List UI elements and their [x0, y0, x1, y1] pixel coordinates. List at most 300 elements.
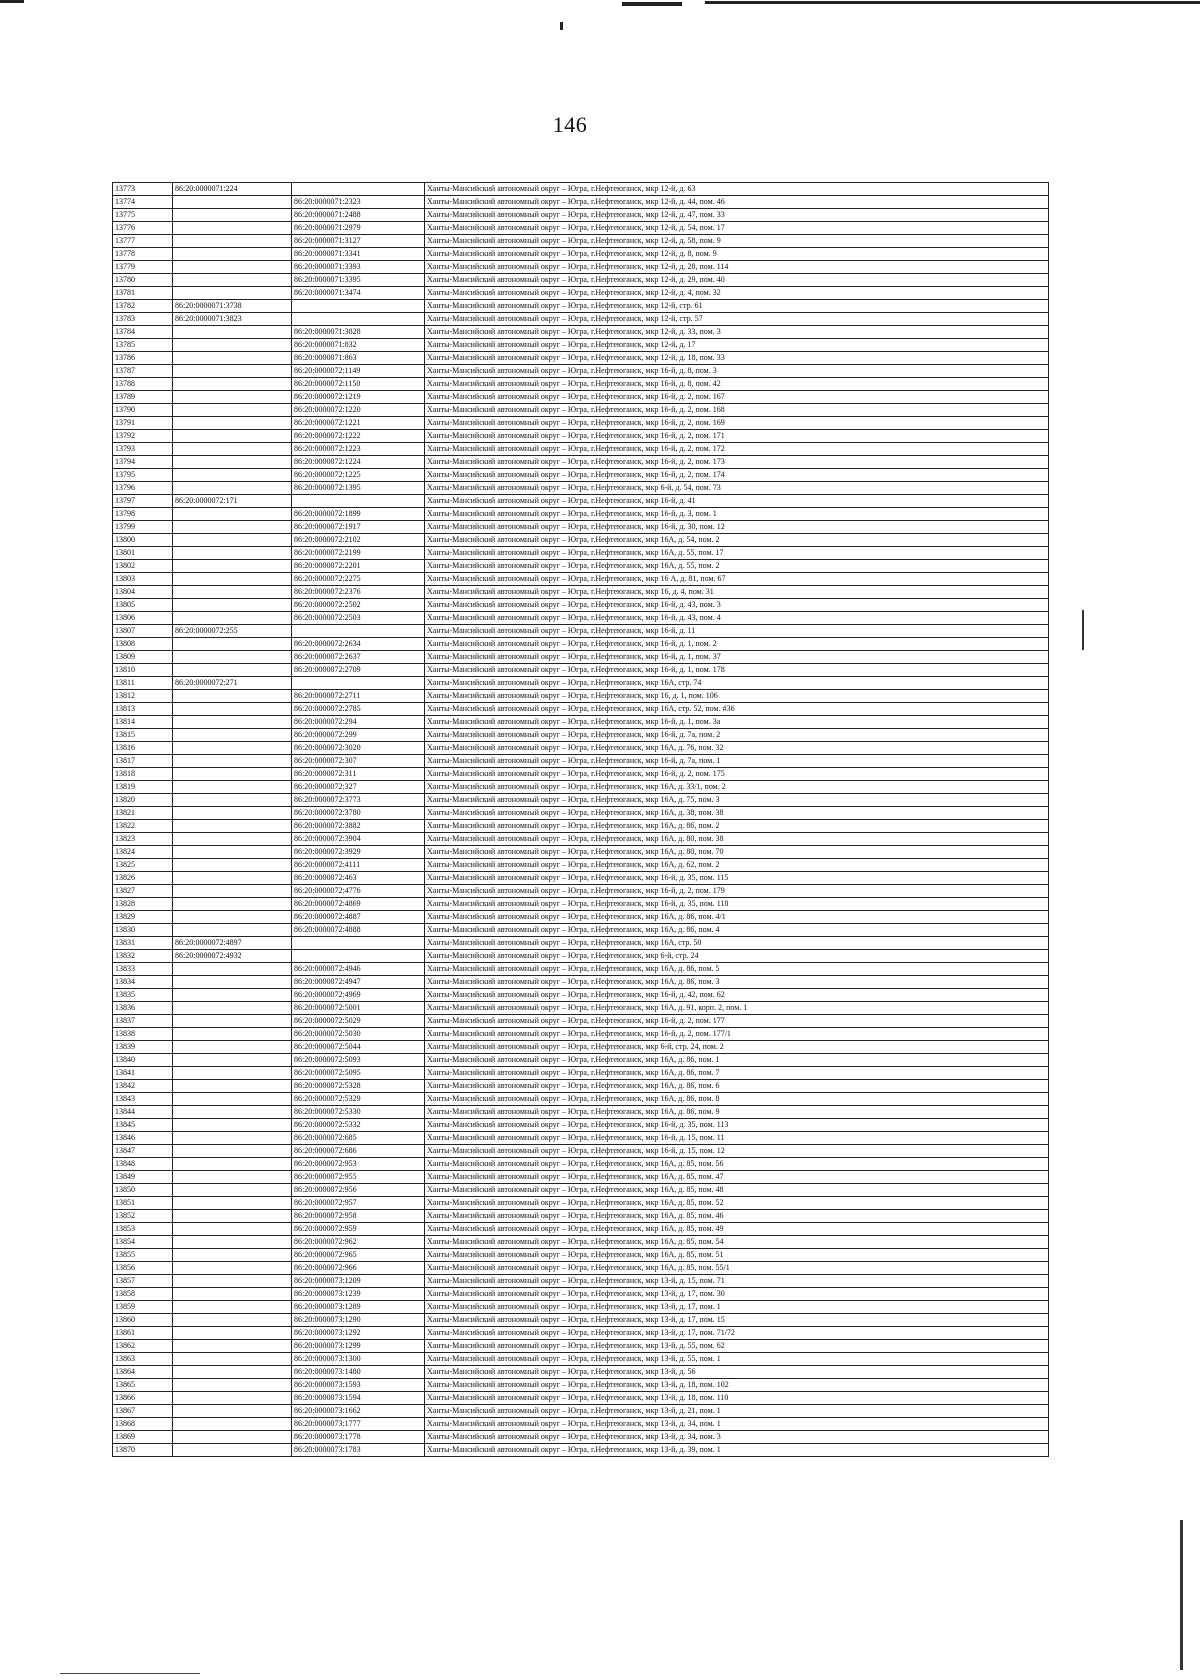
- row-number-cell: 13800: [113, 534, 173, 547]
- address-cell: Ханты-Мансийский автономный округ – Югра, г.Нефтеюганск, мкр 16-й, д. 8, пом. 42: [425, 378, 1049, 391]
- parcel-number-cell: [173, 456, 292, 469]
- parcel-number-cell: [173, 482, 292, 495]
- address-cell: Ханты-Мансийский автономный округ – Югра, г.Нефтеюганск, мкр 16А, д. 86, пом. 1: [425, 1054, 1049, 1067]
- address-cell: Ханты-Мансийский автономный округ – Югра, г.Нефтеюганск, мкр 6-й, д. 54, пом. 73: [425, 482, 1049, 495]
- parcel-number-cell: [173, 1184, 292, 1197]
- parcel-number-cell: [173, 352, 292, 365]
- row-number-cell: 13852: [113, 1210, 173, 1223]
- row-number-cell: 13816: [113, 742, 173, 755]
- premises-number-cell: 86:20:0000073:1778: [292, 1431, 425, 1444]
- table-row: [113, 1067, 1049, 1080]
- parcel-number-cell: [173, 235, 292, 248]
- parcel-number-cell: [173, 976, 292, 989]
- parcel-number-cell: [173, 794, 292, 807]
- row-number-cell: 13842: [113, 1080, 173, 1093]
- table-row: [113, 638, 1049, 651]
- address-cell: Ханты-Мансийский автономный округ – Югра, г.Нефтеюганск, мкр 16 А, д. 81, пом. 67: [425, 573, 1049, 586]
- table-row: [113, 989, 1049, 1002]
- parcel-number-cell: [173, 1353, 292, 1366]
- row-number-cell: 13778: [113, 248, 173, 261]
- table-row: [113, 742, 1049, 755]
- parcel-number-cell: [173, 521, 292, 534]
- row-number-cell: 13790: [113, 404, 173, 417]
- parcel-number-cell: 86:20:0000072:271: [173, 677, 292, 690]
- address-cell: Ханты-Мансийский автономный округ – Югра, г.Нефтеюганск, мкр 16А, д. 85, пом. 54: [425, 1236, 1049, 1249]
- table-row: [113, 1379, 1049, 1392]
- parcel-number-cell: [173, 1249, 292, 1262]
- table-row: [113, 729, 1049, 742]
- registry-table-container: [112, 182, 1049, 1457]
- premises-number-cell: 86:20:0000072:463: [292, 872, 425, 885]
- table-row: [113, 222, 1049, 235]
- address-cell: Ханты-Мансийский автономный округ – Югра, г.Нефтеюганск, мкр 16-й, д. 8, пом. 3: [425, 365, 1049, 378]
- address-cell: Ханты-Мансийский автономный округ – Югра, г.Нефтеюганск, мкр 16А, д. 86, пом. 2: [425, 820, 1049, 833]
- table-row: [113, 1314, 1049, 1327]
- address-cell: Ханты-Мансийский автономный округ – Югра, г.Нефтеюганск, мкр 16А, д. 80, пом. 70: [425, 846, 1049, 859]
- premises-number-cell: 86:20:0000072:955: [292, 1171, 425, 1184]
- premises-number-cell: 86:20:0000071:2979: [292, 222, 425, 235]
- address-cell: Ханты-Мансийский автономный округ – Югра, г.Нефтеюганск, мкр 16А, д. 54, пом. 2: [425, 534, 1049, 547]
- row-number-cell: 13840: [113, 1054, 173, 1067]
- address-cell: Ханты-Мансийский автономный округ – Югра, г.Нефтеюганск, мкр 12-й, д. 44, пом. 46: [425, 196, 1049, 209]
- row-number-cell: 13839: [113, 1041, 173, 1054]
- table-row: [113, 443, 1049, 456]
- table-row: [113, 1405, 1049, 1418]
- row-number-cell: 13817: [113, 755, 173, 768]
- premises-number-cell: 86:20:0000073:1209: [292, 1275, 425, 1288]
- scan-streak: [560, 22, 563, 30]
- table-row: [113, 703, 1049, 716]
- premises-number-cell: 86:20:0000072:1917: [292, 521, 425, 534]
- address-cell: Ханты-Мансийский автономный округ – Югра, г.Нефтеюганск, мкр 12-й, д. 28, пом. 114: [425, 261, 1049, 274]
- premises-number-cell: 86:20:0000072:4869: [292, 898, 425, 911]
- parcel-number-cell: [173, 378, 292, 391]
- row-number-cell: 13813: [113, 703, 173, 716]
- row-number-cell: 13775: [113, 209, 173, 222]
- premises-number-cell: 86:20:0000072:953: [292, 1158, 425, 1171]
- row-number-cell: 13810: [113, 664, 173, 677]
- row-number-cell: 13776: [113, 222, 173, 235]
- address-cell: Ханты-Мансийский автономный округ – Югра, г.Нефтеюганск, мкр 16-й, д. 2, пом. 177/1: [425, 1028, 1049, 1041]
- address-cell: Ханты-Мансийский автономный округ – Югра, г.Нефтеюганск, мкр 16А, д. 86, пом. 5: [425, 963, 1049, 976]
- row-number-cell: 13807: [113, 625, 173, 638]
- table-row: [113, 1145, 1049, 1158]
- row-number-cell: 13835: [113, 989, 173, 1002]
- address-cell: Ханты-Мансийский автономный округ – Югра, г.Нефтеюганск, мкр 13-й, д. 18, пом. 102: [425, 1379, 1049, 1392]
- row-number-cell: 13796: [113, 482, 173, 495]
- premises-number-cell: 86:20:0000072:2637: [292, 651, 425, 664]
- row-number-cell: 13868: [113, 1418, 173, 1431]
- premises-number-cell: 86:20:0000072:3773: [292, 794, 425, 807]
- row-number-cell: 13838: [113, 1028, 173, 1041]
- address-cell: Ханты-Мансийский автономный округ – Югра, г.Нефтеюганск, мкр 16-й, д. 11: [425, 625, 1049, 638]
- premises-number-cell: 86:20:0000072:1223: [292, 443, 425, 456]
- table-row: [113, 482, 1049, 495]
- address-cell: Ханты-Мансийский автономный округ – Югра, г.Нефтеюганск, мкр 16-й, д. 1, пом. 178: [425, 664, 1049, 677]
- table-row: [113, 586, 1049, 599]
- premises-number-cell: 86:20:0000071:863: [292, 352, 425, 365]
- parcel-number-cell: [173, 274, 292, 287]
- table-row: [113, 677, 1049, 690]
- address-cell: Ханты-Мансийский автономный округ – Югра, г.Нефтеюганск, мкр 12-й, д. 18, пом. 33: [425, 352, 1049, 365]
- row-number-cell: 13829: [113, 911, 173, 924]
- premises-number-cell: 86:20:0000072:5029: [292, 1015, 425, 1028]
- address-cell: Ханты-Мансийский автономный округ – Югра, г.Нефтеюганск, мкр 13-й, д. 55, пом. 62: [425, 1340, 1049, 1353]
- row-number-cell: 13831: [113, 937, 173, 950]
- premises-number-cell: 86:20:0000071:2323: [292, 196, 425, 209]
- row-number-cell: 13830: [113, 924, 173, 937]
- parcel-number-cell: [173, 1119, 292, 1132]
- row-number-cell: 13792: [113, 430, 173, 443]
- address-cell: Ханты-Мансийский автономный округ – Югра, г.Нефтеюганск, мкр 16-й, д. 2, пом. 173: [425, 456, 1049, 469]
- premises-number-cell: 86:20:0000072:5332: [292, 1119, 425, 1132]
- table-row: [113, 352, 1049, 365]
- premises-number-cell: 86:20:0000072:1150: [292, 378, 425, 391]
- table-row: [113, 300, 1049, 313]
- table-row: [113, 339, 1049, 352]
- table-row: [113, 1132, 1049, 1145]
- premises-number-cell: 86:20:0000072:294: [292, 716, 425, 729]
- parcel-number-cell: 86:20:0000072:4897: [173, 937, 292, 950]
- table-row: [113, 261, 1049, 274]
- address-cell: Ханты-Мансийский автономный округ – Югра, г.Нефтеюганск, мкр 16А, д. 86, пом. 6: [425, 1080, 1049, 1093]
- table-row: [113, 287, 1049, 300]
- table-row: [113, 1171, 1049, 1184]
- address-cell: Ханты-Мансийский автономный округ – Югра, г.Нефтеюганск, мкр 12-й, д. 47, пом. 33: [425, 209, 1049, 222]
- premises-number-cell: 86:20:0000072:307: [292, 755, 425, 768]
- table-row: [113, 1301, 1049, 1314]
- premises-number-cell: 86:20:0000072:4969: [292, 989, 425, 1002]
- address-cell: Ханты-Мансийский автономный округ – Югра, г.Нефтеюганск, мкр 12-й, д. 29, пом. 40: [425, 274, 1049, 287]
- address-cell: Ханты-Мансийский автономный округ – Югра, г.Нефтеюганск, мкр 13-й, д. 15, пом. 71: [425, 1275, 1049, 1288]
- premises-number-cell: 86:20:0000072:5329: [292, 1093, 425, 1106]
- parcel-number-cell: [173, 820, 292, 833]
- table-row: [113, 183, 1049, 196]
- table-row: [113, 248, 1049, 261]
- premises-number-cell: 86:20:0000073:1290: [292, 1314, 425, 1327]
- premises-number-cell: 86:20:0000071:3828: [292, 326, 425, 339]
- premises-number-cell: 86:20:0000073:1662: [292, 1405, 425, 1418]
- address-cell: Ханты-Мансийский автономный округ – Югра, г.Нефтеюганск, мкр 16-й, д. 2, пом. 171: [425, 430, 1049, 443]
- table-row: [113, 768, 1049, 781]
- premises-number-cell: 86:20:0000073:1777: [292, 1418, 425, 1431]
- parcel-number-cell: 86:20:0000072:4932: [173, 950, 292, 963]
- premises-number-cell: [292, 950, 425, 963]
- table-row: [113, 794, 1049, 807]
- parcel-number-cell: [173, 508, 292, 521]
- table-row: [113, 651, 1049, 664]
- table-row: [113, 820, 1049, 833]
- table-row: [113, 1197, 1049, 1210]
- address-cell: Ханты-Мансийский автономный округ – Югра, г.Нефтеюганск, мкр 16, д. 1, пом. 106: [425, 690, 1049, 703]
- table-row: [113, 1366, 1049, 1379]
- table-row: [113, 378, 1049, 391]
- parcel-number-cell: [173, 222, 292, 235]
- registry-table-body: [113, 183, 1049, 1457]
- address-cell: Ханты-Мансийский автономный округ – Югра, г.Нефтеюганск, мкр 16А, д. 85, пом. 51: [425, 1249, 1049, 1262]
- parcel-number-cell: [173, 1015, 292, 1028]
- address-cell: Ханты-Мансийский автономный округ – Югра, г.Нефтеюганск, мкр 16-й, д. 2, пом. 167: [425, 391, 1049, 404]
- address-cell: Ханты-Мансийский автономный округ – Югра, г.Нефтеюганск, мкр 16-й, д. 15, пом. 12: [425, 1145, 1049, 1158]
- parcel-number-cell: [173, 924, 292, 937]
- address-cell: Ханты-Мансийский автономный округ – Югра, г.Нефтеюганск, мкр 16-й, д. 41: [425, 495, 1049, 508]
- address-cell: Ханты-Мансийский автономный округ – Югра, г.Нефтеюганск, мкр 16-й, д. 1, пом. 2: [425, 638, 1049, 651]
- parcel-number-cell: [173, 248, 292, 261]
- row-number-cell: 13856: [113, 1262, 173, 1275]
- parcel-number-cell: [173, 1002, 292, 1015]
- scan-bottom-rule: [60, 1673, 200, 1674]
- row-number-cell: 13814: [113, 716, 173, 729]
- address-cell: Ханты-Мансийский автономный округ – Югра, г.Нефтеюганск, мкр 13-й, д. 56: [425, 1366, 1049, 1379]
- parcel-number-cell: [173, 1392, 292, 1405]
- address-cell: Ханты-Мансийский автономный округ – Югра, г.Нефтеюганск, мкр 16А, стр. 52, пом. #36: [425, 703, 1049, 716]
- address-cell: Ханты-Мансийский автономный округ – Югра, г.Нефтеюганск, мкр 12-й, стр. 57: [425, 313, 1049, 326]
- row-number-cell: 13811: [113, 677, 173, 690]
- table-row: [113, 456, 1049, 469]
- parcel-number-cell: [173, 209, 292, 222]
- address-cell: Ханты-Мансийский автономный округ – Югра, г.Нефтеюганск, мкр 13-й, д. 34, пом. 1: [425, 1418, 1049, 1431]
- table-row: [113, 1275, 1049, 1288]
- address-cell: Ханты-Мансийский автономный округ – Югра, г.Нефтеюганск, мкр 16-й, д. 2, пом. 174: [425, 469, 1049, 482]
- row-number-cell: 13804: [113, 586, 173, 599]
- premises-number-cell: 86:20:0000072:3929: [292, 846, 425, 859]
- parcel-number-cell: [173, 339, 292, 352]
- table-row: [113, 1288, 1049, 1301]
- parcel-number-cell: [173, 1418, 292, 1431]
- table-row: [113, 664, 1049, 677]
- row-number-cell: 13869: [113, 1431, 173, 1444]
- row-number-cell: 13795: [113, 469, 173, 482]
- premises-number-cell: 86:20:0000072:2502: [292, 599, 425, 612]
- address-cell: Ханты-Мансийский автономный округ – Югра, г.Нефтеюганск, мкр 16-й, д. 1, пом. 3а: [425, 716, 1049, 729]
- parcel-number-cell: [173, 1431, 292, 1444]
- table-row: [113, 599, 1049, 612]
- address-cell: Ханты-Мансийский автономный округ – Югра, г.Нефтеюганск, мкр 16А, стр. 50: [425, 937, 1049, 950]
- premises-number-cell: 86:20:0000073:1299: [292, 1340, 425, 1353]
- parcel-number-cell: [173, 1028, 292, 1041]
- address-cell: Ханты-Мансийский автономный округ – Югра, г.Нефтеюганск, мкр 16-й, д. 1, пом. 37: [425, 651, 1049, 664]
- parcel-number-cell: [173, 443, 292, 456]
- premises-number-cell: 86:20:0000072:5093: [292, 1054, 425, 1067]
- parcel-number-cell: [173, 1366, 292, 1379]
- address-cell: Ханты-Мансийский автономный округ – Югра, г.Нефтеюганск, мкр 12-й, д. 33, пом. 3: [425, 326, 1049, 339]
- premises-number-cell: [292, 313, 425, 326]
- row-number-cell: 13841: [113, 1067, 173, 1080]
- premises-number-cell: [292, 937, 425, 950]
- premises-number-cell: 86:20:0000072:1220: [292, 404, 425, 417]
- address-cell: Ханты-Мансийский автономный округ – Югра, г.Нефтеюганск, мкр 16А, д. 85, пом. 46: [425, 1210, 1049, 1223]
- parcel-number-cell: [173, 989, 292, 1002]
- address-cell: Ханты-Мансийский автономный округ – Югра, г.Нефтеюганск, мкр 16А, д. 86, пом. 4/1: [425, 911, 1049, 924]
- parcel-number-cell: [173, 365, 292, 378]
- table-row: [113, 1041, 1049, 1054]
- address-cell: Ханты-Мансийский автономный округ – Югра, г.Нефтеюганск, мкр 16А, стр. 74: [425, 677, 1049, 690]
- address-cell: Ханты-Мансийский автономный округ – Югра, г.Нефтеюганск, мкр 16А, д. 33/1, пом. 2: [425, 781, 1049, 794]
- address-cell: Ханты-Мансийский автономный округ – Югра, г.Нефтеюганск, мкр 16-й, д. 2, пом. 177: [425, 1015, 1049, 1028]
- table-row: [113, 508, 1049, 521]
- premises-number-cell: 86:20:0000071:3474: [292, 287, 425, 300]
- table-row: [113, 1054, 1049, 1067]
- premises-number-cell: [292, 183, 425, 196]
- parcel-number-cell: [173, 638, 292, 651]
- row-number-cell: 13865: [113, 1379, 173, 1392]
- row-number-cell: 13851: [113, 1197, 173, 1210]
- address-cell: Ханты-Мансийский автономный округ – Югра, г.Нефтеюганск, мкр 16-й, д. 30, пом. 12: [425, 521, 1049, 534]
- address-cell: Ханты-Мансийский автономный округ – Югра, г.Нефтеюганск, мкр 16А, д. 62, пом. 2: [425, 859, 1049, 872]
- parcel-number-cell: [173, 885, 292, 898]
- parcel-number-cell: 86:20:0000071:224: [173, 183, 292, 196]
- premises-number-cell: 86:20:0000071:3395: [292, 274, 425, 287]
- page-number: 146: [552, 112, 588, 137]
- address-cell: Ханты-Мансийский автономный округ – Югра, г.Нефтеюганск, мкр 16-й, д. 2, пом. 179: [425, 885, 1049, 898]
- premises-number-cell: 86:20:0000072:1219: [292, 391, 425, 404]
- parcel-number-cell: [173, 1080, 292, 1093]
- table-row: [113, 235, 1049, 248]
- table-row: [113, 573, 1049, 586]
- address-cell: Ханты-Мансийский автономный округ – Югра, г.Нефтеюганск, мкр 16-й, д. 15, пом. 11: [425, 1132, 1049, 1145]
- row-number-cell: 13850: [113, 1184, 173, 1197]
- row-number-cell: 13788: [113, 378, 173, 391]
- premises-number-cell: 86:20:0000072:4947: [292, 976, 425, 989]
- table-row: [113, 625, 1049, 638]
- table-row: [113, 755, 1049, 768]
- address-cell: Ханты-Мансийский автономный округ – Югра, г.Нефтеюганск, мкр 16-й, д. 7а, пом. 2: [425, 729, 1049, 742]
- parcel-number-cell: [173, 1379, 292, 1392]
- address-cell: Ханты-Мансийский автономный округ – Югра, г.Нефтеюганск, мкр 12-й, д. 17: [425, 339, 1049, 352]
- table-row: [113, 1249, 1049, 1262]
- parcel-number-cell: [173, 963, 292, 976]
- address-cell: Ханты-Мансийский автономный округ – Югра, г.Нефтеюганск, мкр 16-й, д. 2, пом. 168: [425, 404, 1049, 417]
- row-number-cell: 13853: [113, 1223, 173, 1236]
- premises-number-cell: 86:20:0000072:686: [292, 1145, 425, 1158]
- address-cell: Ханты-Мансийский автономный округ – Югра, г.Нефтеюганск, мкр 12-й, д. 58, пом. 9: [425, 235, 1049, 248]
- row-number-cell: 13799: [113, 521, 173, 534]
- parcel-number-cell: [173, 872, 292, 885]
- premises-number-cell: 86:20:0000072:3882: [292, 820, 425, 833]
- row-number-cell: 13857: [113, 1275, 173, 1288]
- table-row: [113, 326, 1049, 339]
- premises-number-cell: 86:20:0000072:1222: [292, 430, 425, 443]
- table-row: [113, 833, 1049, 846]
- premises-number-cell: 86:20:0000072:2199: [292, 547, 425, 560]
- address-cell: Ханты-Мансийский автономный округ – Югра, г.Нефтеюганск, мкр 6-й, стр. 24, пом. 2: [425, 1041, 1049, 1054]
- table-row: [113, 365, 1049, 378]
- premises-number-cell: 86:20:0000071:832: [292, 339, 425, 352]
- row-number-cell: 13833: [113, 963, 173, 976]
- premises-number-cell: 86:20:0000072:958: [292, 1210, 425, 1223]
- address-cell: Ханты-Мансийский автономный округ – Югра, г.Нефтеюганск, мкр 16А, д. 86, пом. 4: [425, 924, 1049, 937]
- table-row: [113, 209, 1049, 222]
- premises-number-cell: [292, 677, 425, 690]
- parcel-number-cell: [173, 1054, 292, 1067]
- parcel-number-cell: [173, 1210, 292, 1223]
- address-cell: Ханты-Мансийский автономный округ – Югра, г.Нефтеюганск, мкр 16-й, д. 35, пом. 115: [425, 872, 1049, 885]
- parcel-number-cell: [173, 651, 292, 664]
- table-row: [113, 937, 1049, 950]
- table-row: [113, 690, 1049, 703]
- address-cell: Ханты-Мансийский автономный округ – Югра, г.Нефтеюганск, мкр 16А, д. 55, пом. 2: [425, 560, 1049, 573]
- parcel-number-cell: [173, 846, 292, 859]
- address-cell: Ханты-Мансийский автономный округ – Югра, г.Нефтеюганск, мкр 16А, д. 86, пом. 8: [425, 1093, 1049, 1106]
- premises-number-cell: 86:20:0000071:3393: [292, 261, 425, 274]
- table-row: [113, 963, 1049, 976]
- premises-number-cell: 86:20:0000072:5030: [292, 1028, 425, 1041]
- registry-table: [112, 182, 1049, 1457]
- row-number-cell: 13809: [113, 651, 173, 664]
- premises-number-cell: 86:20:0000072:327: [292, 781, 425, 794]
- premises-number-cell: 86:20:0000072:959: [292, 1223, 425, 1236]
- parcel-number-cell: 86:20:0000071:3823: [173, 313, 292, 326]
- address-cell: Ханты-Мансийский автономный округ – Югра, г.Нефтеюганск, мкр 12-й, д. 8, пом. 9: [425, 248, 1049, 261]
- parcel-number-cell: [173, 417, 292, 430]
- row-number-cell: 13808: [113, 638, 173, 651]
- row-number-cell: 13797: [113, 495, 173, 508]
- row-number-cell: 13867: [113, 1405, 173, 1418]
- address-cell: Ханты-Мансийский автономный округ – Югра, г.Нефтеюганск, мкр 12-й, д. 63: [425, 183, 1049, 196]
- address-cell: Ханты-Мансийский автономный округ – Югра, г.Нефтеюганск, мкр 13-й, д. 17, пом. 71/72: [425, 1327, 1049, 1340]
- address-cell: Ханты-Мансийский автономный округ – Югра, г.Нефтеюганск, мкр 16А, д. 85, пом. 55/1: [425, 1262, 1049, 1275]
- table-row: [113, 1184, 1049, 1197]
- row-number-cell: 13859: [113, 1301, 173, 1314]
- address-cell: Ханты-Мансийский автономный округ – Югра, г.Нефтеюганск, мкр 16А, д. 76, пом. 32: [425, 742, 1049, 755]
- table-row: [113, 1119, 1049, 1132]
- table-row: [113, 1340, 1049, 1353]
- parcel-number-cell: [173, 612, 292, 625]
- table-row: [113, 417, 1049, 430]
- table-row: [113, 846, 1049, 859]
- parcel-number-cell: [173, 1197, 292, 1210]
- premises-number-cell: 86:20:0000072:2785: [292, 703, 425, 716]
- address-cell: Ханты-Мансийский автономный округ – Югра, г.Нефтеюганск, мкр 16А, д. 85, пом. 48: [425, 1184, 1049, 1197]
- table-row: [113, 430, 1049, 443]
- parcel-number-cell: [173, 742, 292, 755]
- table-row: [113, 807, 1049, 820]
- premises-number-cell: 86:20:0000073:1289: [292, 1301, 425, 1314]
- premises-number-cell: 86:20:0000072:1225: [292, 469, 425, 482]
- table-row: [113, 1015, 1049, 1028]
- parcel-number-cell: [173, 729, 292, 742]
- table-row: [113, 1327, 1049, 1340]
- table-row: [113, 1223, 1049, 1236]
- parcel-number-cell: [173, 1314, 292, 1327]
- row-number-cell: 13819: [113, 781, 173, 794]
- premises-number-cell: 86:20:0000072:5001: [292, 1002, 425, 1015]
- premises-number-cell: 86:20:0000072:1395: [292, 482, 425, 495]
- premises-number-cell: [292, 300, 425, 313]
- premises-number-cell: 86:20:0000072:4946: [292, 963, 425, 976]
- table-row: [113, 859, 1049, 872]
- row-number-cell: 13818: [113, 768, 173, 781]
- row-number-cell: 13791: [113, 417, 173, 430]
- parcel-number-cell: [173, 1236, 292, 1249]
- parcel-number-cell: 86:20:0000071:3738: [173, 300, 292, 313]
- row-number-cell: 13848: [113, 1158, 173, 1171]
- address-cell: Ханты-Мансийский автономный округ – Югра, г.Нефтеюганск, мкр 16А, д. 85, пом. 49: [425, 1223, 1049, 1236]
- premises-number-cell: 86:20:0000072:2275: [292, 573, 425, 586]
- address-cell: Ханты-Мансийский автономный округ – Югра, г.Нефтеюганск, мкр 16А, д. 55, пом. 17: [425, 547, 1049, 560]
- parcel-number-cell: [173, 716, 292, 729]
- premises-number-cell: 86:20:0000073:1594: [292, 1392, 425, 1405]
- parcel-number-cell: [173, 1093, 292, 1106]
- parcel-number-cell: [173, 404, 292, 417]
- address-cell: Ханты-Мансийский автономный округ – Югра, г.Нефтеюганск, мкр 16А, д. 85, пом. 56: [425, 1158, 1049, 1171]
- address-cell: Ханты-Мансийский автономный округ – Югра, г.Нефтеюганск, мкр 13-й, д. 21, пом. 1: [425, 1405, 1049, 1418]
- address-cell: Ханты-Мансийский автономный округ – Югра, г.Нефтеюганск, мкр 13-й, д. 17, пом. 30: [425, 1288, 1049, 1301]
- row-number-cell: 13827: [113, 885, 173, 898]
- parcel-number-cell: [173, 1301, 292, 1314]
- premises-number-cell: 86:20:0000072:4888: [292, 924, 425, 937]
- row-number-cell: 13786: [113, 352, 173, 365]
